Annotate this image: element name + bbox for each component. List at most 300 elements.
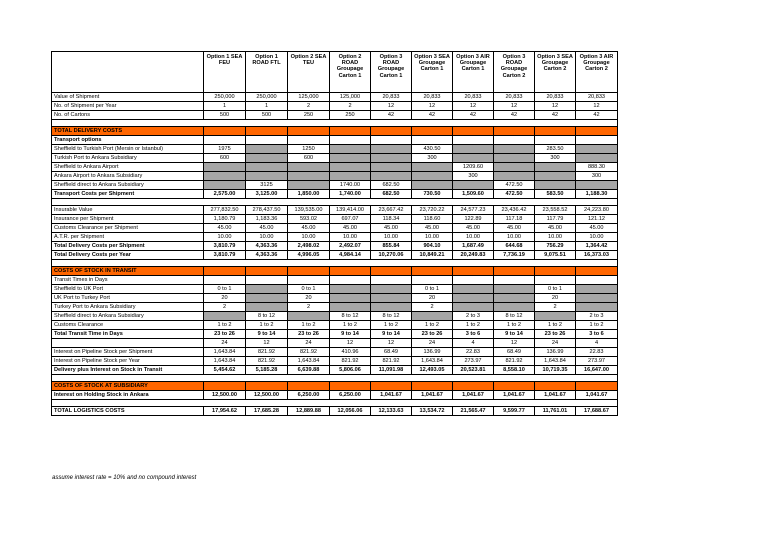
section-title: COSTS OF STOCK AT SUBSIDIARY	[52, 382, 204, 391]
table-cell: 45.00	[535, 224, 576, 233]
section-header-row	[52, 127, 618, 136]
spacer-cell	[494, 375, 535, 382]
table-cell	[412, 163, 453, 172]
table-cell	[535, 181, 576, 190]
table-cell	[576, 181, 618, 190]
table-cell	[246, 163, 288, 172]
table-cell: 23,667.42	[371, 206, 412, 215]
spacer-cell	[371, 375, 412, 382]
spacer-cell	[494, 120, 535, 127]
table-cell	[371, 294, 412, 303]
table-cell: 4,363.36	[246, 242, 288, 251]
table-cell: 888.30	[576, 163, 618, 172]
table-cell: 1,041.67	[576, 391, 618, 400]
spacer-cell	[246, 260, 288, 267]
table-cell: 821.92	[494, 357, 535, 366]
table-cell: 1,643.84	[412, 357, 453, 366]
section-fill-cell	[246, 127, 288, 136]
column-header: Option 3 AIR Groupage Carton 2	[576, 52, 618, 93]
table-cell: 3,810.79	[204, 242, 246, 251]
table-cell: 24	[204, 339, 246, 348]
spacer-cell	[288, 120, 330, 127]
table-cell: 2,575.00	[204, 190, 246, 199]
table-cell	[371, 172, 412, 181]
section-fill-cell	[576, 382, 618, 391]
table-cell	[246, 276, 288, 285]
spacer-cell	[246, 120, 288, 127]
table-cell	[204, 276, 246, 285]
row-label: Total Delivery Costs per Shipment	[52, 242, 204, 251]
row-label: A.T.R. per Shipment	[52, 233, 204, 242]
table-cell: 12,133.63	[371, 407, 412, 416]
section-fill-cell	[330, 267, 371, 276]
section-fill-cell	[494, 127, 535, 136]
table-row	[52, 224, 618, 233]
table-cell: 125,000	[330, 93, 371, 102]
table-cell: 5,185.28	[246, 366, 288, 375]
spacer-cell	[494, 199, 535, 206]
logistics-cost-table	[51, 51, 618, 416]
table-cell: 1,188.30	[576, 190, 618, 199]
table-row	[52, 330, 618, 339]
table-cell: 10.00	[453, 233, 494, 242]
table-cell	[330, 303, 371, 312]
spacer-cell	[535, 375, 576, 382]
table-cell: 20,833	[494, 93, 535, 102]
table-cell: 42	[535, 111, 576, 120]
table-cell: 12,889.88	[288, 407, 330, 416]
table-cell: 821.92	[371, 357, 412, 366]
table-cell: 1 to 2	[204, 321, 246, 330]
spacer-cell	[576, 260, 618, 267]
spacer-row	[52, 199, 618, 206]
section-fill-cell	[204, 127, 246, 136]
spacer-cell	[204, 199, 246, 206]
spreadsheet	[51, 51, 618, 416]
table-cell: 6,639.88	[288, 366, 330, 375]
table-row	[52, 181, 618, 190]
spacer-cell	[204, 375, 246, 382]
table-cell: 20,833	[453, 93, 494, 102]
table-cell: 1,041.67	[494, 391, 535, 400]
table-cell: 23 to 26	[412, 330, 453, 339]
section-fill-cell	[288, 267, 330, 276]
table-cell: 1740.00	[330, 181, 371, 190]
table-cell	[412, 181, 453, 190]
table-cell: 139,535.00	[288, 206, 330, 215]
column-header: Option 3 SEA Groupage Carton 1	[412, 52, 453, 93]
spacer-cell	[453, 260, 494, 267]
table-cell	[288, 276, 330, 285]
table-cell	[576, 285, 618, 294]
section-fill-cell	[412, 267, 453, 276]
table-cell: 45.00	[330, 224, 371, 233]
table-cell	[330, 163, 371, 172]
spacer-cell	[246, 400, 288, 407]
table-cell: 45.00	[453, 224, 494, 233]
table-cell	[494, 163, 535, 172]
table-cell: 1 to 2	[330, 321, 371, 330]
spacer-cell	[576, 375, 618, 382]
section-fill-cell	[576, 267, 618, 276]
table-cell: 45.00	[576, 224, 618, 233]
table-cell	[288, 312, 330, 321]
spacer-cell	[288, 260, 330, 267]
table-cell: 16,647.00	[576, 366, 618, 375]
table-cell: 10.00	[288, 233, 330, 242]
table-cell: 68.49	[494, 348, 535, 357]
table-cell: 136.99	[535, 348, 576, 357]
table-cell: 4,363.36	[246, 251, 288, 260]
table-cell: 1,643.84	[204, 357, 246, 366]
table-cell: 250,000	[204, 93, 246, 102]
table-cell: 1 to 2	[494, 321, 535, 330]
table-cell: 118.60	[412, 215, 453, 224]
table-cell: 13,534.72	[412, 407, 453, 416]
section-fill-cell	[288, 127, 330, 136]
table-cell: 277,832.50	[204, 206, 246, 215]
table-cell: 24,223.80	[576, 206, 618, 215]
spacer-cell	[576, 199, 618, 206]
spacer-cell	[535, 260, 576, 267]
section-fill-cell	[371, 267, 412, 276]
table-row	[52, 154, 618, 163]
column-header: Option 3 AIR Groupage Carton 1	[453, 52, 494, 93]
table-cell: 472.50	[494, 190, 535, 199]
table-cell	[453, 285, 494, 294]
table-cell	[330, 285, 371, 294]
section-fill-cell	[246, 382, 288, 391]
table-cell	[576, 145, 618, 154]
row-label: Sheffield direct to Ankara Subsidiary	[52, 312, 204, 321]
row-label: Transit Times in Days	[52, 276, 204, 285]
table-cell	[494, 145, 535, 154]
table-cell: 4	[576, 339, 618, 348]
table-cell: 10,270.06	[371, 251, 412, 260]
table-row	[52, 348, 618, 357]
column-header: Option 3 SEA Groupage Carton 2	[535, 52, 576, 93]
table-row	[52, 93, 618, 102]
table-cell: 1,643.84	[288, 357, 330, 366]
table-cell	[453, 294, 494, 303]
table-row	[52, 190, 618, 199]
spacer-cell	[330, 375, 371, 382]
column-header: Option 1 SEA FEU	[204, 52, 246, 93]
section-title: COSTS OF STOCK IN TRANSIT	[52, 267, 204, 276]
table-row	[52, 251, 618, 260]
spacer-cell	[412, 260, 453, 267]
table-cell: 16,373.03	[576, 251, 618, 260]
table-cell	[371, 145, 412, 154]
table-cell: 2 to 3	[453, 312, 494, 321]
section-fill-cell	[371, 127, 412, 136]
table-cell: 10.00	[246, 233, 288, 242]
table-cell: 2	[535, 303, 576, 312]
table-cell: 1	[204, 102, 246, 111]
table-cell: 10.00	[535, 233, 576, 242]
table-cell: 10.00	[204, 233, 246, 242]
table-cell: 6,250.00	[288, 391, 330, 400]
spacer-cell	[52, 400, 204, 407]
table-cell: 8,558.10	[494, 366, 535, 375]
row-label: Sheffield direct to Ankara Subsidiary	[52, 181, 204, 190]
table-cell: 117.18	[494, 215, 535, 224]
table-cell	[412, 136, 453, 145]
table-cell: 1,041.67	[412, 391, 453, 400]
table-cell: 23 to 26	[535, 330, 576, 339]
section-fill-cell	[204, 382, 246, 391]
row-label: Interest on Pipeline Stock per Shipment	[52, 348, 204, 357]
table-cell: 118.34	[371, 215, 412, 224]
spacer-cell	[52, 120, 204, 127]
table-cell: 22.83	[576, 348, 618, 357]
spacer-cell	[330, 400, 371, 407]
column-header: Option 3 ROAD Groupage Carton 2	[494, 52, 535, 93]
table-cell	[330, 154, 371, 163]
table-cell: 1,509.60	[453, 190, 494, 199]
table-cell: 821.92	[288, 348, 330, 357]
table-row	[52, 357, 618, 366]
table-cell: 904.10	[412, 242, 453, 251]
table-cell: 42	[371, 111, 412, 120]
spacer-cell	[576, 400, 618, 407]
table-cell: 3 to 6	[453, 330, 494, 339]
section-fill-cell	[453, 267, 494, 276]
table-cell: 12	[535, 102, 576, 111]
table-cell: 273.97	[453, 357, 494, 366]
table-cell	[453, 303, 494, 312]
table-cell: 24	[535, 339, 576, 348]
section-fill-cell	[412, 382, 453, 391]
table-cell: 9 to 14	[330, 330, 371, 339]
footnote: assume interest rate = 10% and no compound interest	[52, 475, 197, 481]
spacer-cell	[494, 260, 535, 267]
spacer-cell	[288, 199, 330, 206]
table-cell	[288, 136, 330, 145]
table-cell	[246, 172, 288, 181]
table-cell: 21,565.47	[453, 407, 494, 416]
table-cell: 10,719.35	[535, 366, 576, 375]
row-label: Sheffield to Ankara Airport	[52, 163, 204, 172]
table-cell	[288, 181, 330, 190]
table-cell: 2,498.02	[288, 242, 330, 251]
table-cell: 2 to 3	[576, 312, 618, 321]
section-fill-cell	[412, 127, 453, 136]
table-cell: 600	[288, 154, 330, 163]
table-cell: 2,492.07	[330, 242, 371, 251]
table-cell: 8 to 12	[246, 312, 288, 321]
column-header: Option 3 ROAD Groupage Carton 1	[371, 52, 412, 93]
table-cell: 12	[453, 102, 494, 111]
row-label: Customs Clearance	[52, 321, 204, 330]
table-cell: 8 to 12	[494, 312, 535, 321]
row-label: Sheffield to UK Port	[52, 285, 204, 294]
table-cell: 300	[576, 172, 618, 181]
spacer-cell	[246, 375, 288, 382]
table-cell: 1,041.67	[453, 391, 494, 400]
table-cell: 1 to 2	[412, 321, 453, 330]
spacer-cell	[204, 260, 246, 267]
section-fill-cell	[494, 267, 535, 276]
row-label: TOTAL LOGISTICS COSTS	[52, 407, 204, 416]
table-cell: 0 to 1	[204, 285, 246, 294]
table-cell: 23 to 26	[288, 330, 330, 339]
table-cell	[204, 172, 246, 181]
table-cell: 1 to 2	[371, 321, 412, 330]
row-label: Interest on Holding Stock in Ankara	[52, 391, 204, 400]
row-label: No. of Cartons	[52, 111, 204, 120]
table-cell: 20,833	[371, 93, 412, 102]
table-cell	[494, 276, 535, 285]
table-cell: 10.00	[371, 233, 412, 242]
table-cell	[371, 303, 412, 312]
table-cell: 3,125.00	[246, 190, 288, 199]
table-cell: 3125	[246, 181, 288, 190]
table-cell	[535, 312, 576, 321]
section-fill-cell	[371, 382, 412, 391]
section-fill-cell	[535, 382, 576, 391]
table-cell	[576, 276, 618, 285]
table-cell: 1,041.67	[371, 391, 412, 400]
section-fill-cell	[494, 382, 535, 391]
table-cell	[288, 163, 330, 172]
table-cell	[330, 276, 371, 285]
table-cell: 250	[330, 111, 371, 120]
table-cell: 697.07	[330, 215, 371, 224]
spacer-cell	[412, 120, 453, 127]
section-header-row	[52, 267, 618, 276]
table-cell	[535, 136, 576, 145]
table-cell	[412, 172, 453, 181]
table-cell	[246, 136, 288, 145]
table-cell: 12	[330, 339, 371, 348]
table-row	[52, 206, 618, 215]
table-cell: 10,849.21	[412, 251, 453, 260]
table-cell	[330, 136, 371, 145]
table-cell: 278,437.50	[246, 206, 288, 215]
table-cell	[246, 294, 288, 303]
table-cell: 11,091.98	[371, 366, 412, 375]
spacer-cell	[412, 400, 453, 407]
spacer-row	[52, 260, 618, 267]
table-cell	[453, 181, 494, 190]
table-cell	[204, 312, 246, 321]
table-cell: 10.00	[576, 233, 618, 242]
table-cell: 139,414.00	[330, 206, 371, 215]
column-header: Option 2 SEA TEU	[288, 52, 330, 93]
table-cell: 300	[453, 172, 494, 181]
table-cell: 8 to 12	[330, 312, 371, 321]
table-cell: 5,806.06	[330, 366, 371, 375]
spacer-cell	[52, 199, 204, 206]
table-cell: 17,688.67	[576, 407, 618, 416]
table-cell	[576, 154, 618, 163]
table-cell	[246, 285, 288, 294]
table-cell	[371, 154, 412, 163]
table-cell: 23 to 26	[204, 330, 246, 339]
table-cell: 1 to 2	[288, 321, 330, 330]
table-cell: 0 to 1	[535, 285, 576, 294]
spacer-cell	[288, 400, 330, 407]
table-cell: 2	[330, 102, 371, 111]
table-cell: 500	[246, 111, 288, 120]
row-label: UK Port to Turkey Port	[52, 294, 204, 303]
table-cell: 1209.60	[453, 163, 494, 172]
table-cell: 9 to 14	[494, 330, 535, 339]
table-cell: 24	[412, 339, 453, 348]
spacer-cell	[371, 260, 412, 267]
table-cell: 1,687.49	[453, 242, 494, 251]
table-cell: 45.00	[288, 224, 330, 233]
spacer-cell	[535, 120, 576, 127]
table-cell: 20,833	[576, 93, 618, 102]
table-cell: 12,500.00	[204, 391, 246, 400]
header-label-cell	[52, 52, 204, 93]
table-cell: 12	[576, 102, 618, 111]
table-cell: 583.50	[535, 190, 576, 199]
table-cell: 1975	[204, 145, 246, 154]
table-cell	[371, 276, 412, 285]
table-cell: 6,250.00	[330, 391, 371, 400]
table-cell: 45.00	[494, 224, 535, 233]
section-fill-cell	[576, 127, 618, 136]
table-cell: 500	[204, 111, 246, 120]
table-cell	[494, 285, 535, 294]
table-cell: 1,643.84	[204, 348, 246, 357]
table-row	[52, 172, 618, 181]
section-fill-cell	[535, 267, 576, 276]
table-cell: 644.68	[494, 242, 535, 251]
table-cell: 600	[204, 154, 246, 163]
spacer-row	[52, 120, 618, 127]
section-header-row	[52, 382, 618, 391]
table-cell	[412, 276, 453, 285]
table-cell	[494, 136, 535, 145]
table-cell: 2	[288, 303, 330, 312]
table-cell: 300	[412, 154, 453, 163]
table-cell: 855.84	[371, 242, 412, 251]
table-cell: 9,075.51	[535, 251, 576, 260]
spacer-cell	[246, 199, 288, 206]
row-label: Transport Costs per Shipment	[52, 190, 204, 199]
spacer-cell	[371, 199, 412, 206]
table-row	[52, 303, 618, 312]
table-cell: 7,736.19	[494, 251, 535, 260]
table-cell: 20,833	[412, 93, 453, 102]
table-cell: 2	[288, 102, 330, 111]
table-cell: 45.00	[371, 224, 412, 233]
table-cell	[535, 276, 576, 285]
row-label	[52, 339, 204, 348]
table-cell	[246, 303, 288, 312]
table-cell	[204, 163, 246, 172]
table-cell	[288, 172, 330, 181]
spacer-cell	[494, 400, 535, 407]
table-cell: 20	[204, 294, 246, 303]
section-fill-cell	[330, 127, 371, 136]
spacer-cell	[412, 375, 453, 382]
table-cell: 593.02	[288, 215, 330, 224]
spacer-cell	[535, 199, 576, 206]
table-cell: 17,954.62	[204, 407, 246, 416]
table-cell: 821.92	[246, 348, 288, 357]
table-cell: 472.50	[494, 181, 535, 190]
table-cell: 12	[371, 339, 412, 348]
table-cell	[371, 163, 412, 172]
table-cell: 1,643.84	[535, 357, 576, 366]
table-cell: 12	[494, 339, 535, 348]
table-row	[52, 145, 618, 154]
